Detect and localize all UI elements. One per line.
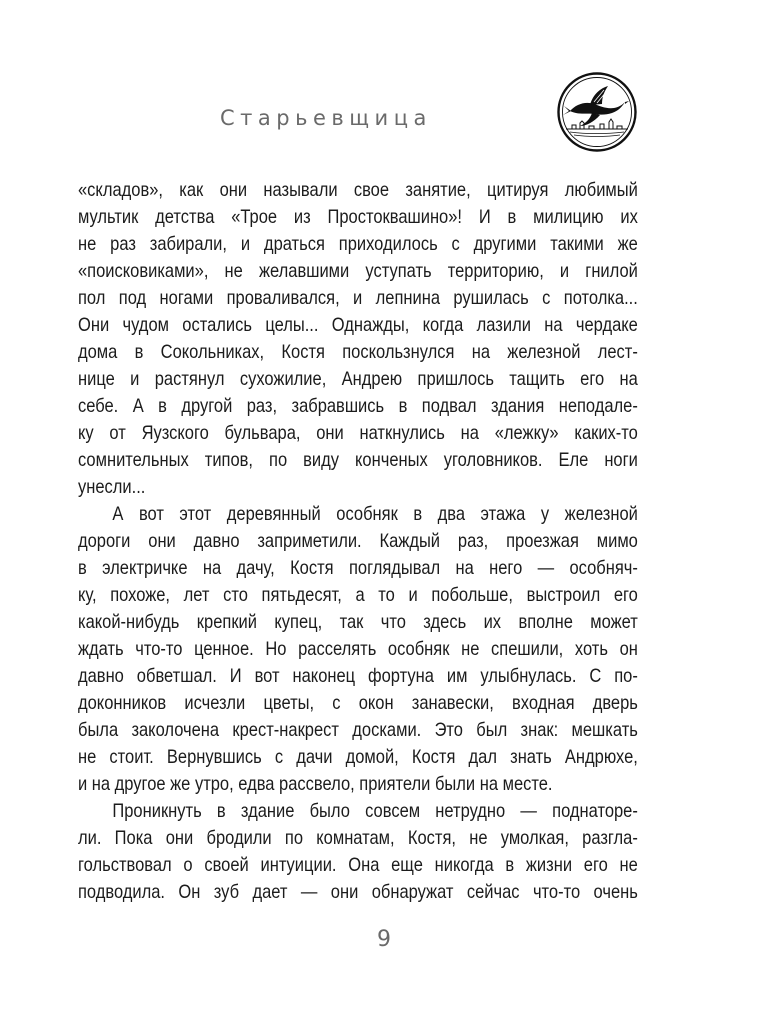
text-line: была заколочена крест-накрест досками. Это был знак: мешкать: [78, 720, 638, 741]
text-line: «поисковиками», не желавшими уступать территорию, и гнилой: [78, 261, 638, 282]
text-line: и на другое же утро, едва рассвело, приятели были на месте.: [78, 774, 553, 795]
text-line: Они чудом остались целы... Однажды, когда лазили на чердаке: [78, 315, 638, 336]
text-line: ку, похоже, лет сто пятьдесят, а то и побольше, выстроил его: [78, 585, 638, 606]
text-line: подводила. Он зуб дает — они обнаружат сейчас что-то очень: [78, 882, 638, 903]
running-title: Старьевщица: [220, 106, 432, 130]
text-line: А вот этот деревянный особняк в два этажа у железной: [112, 504, 638, 525]
text-line: дома в Сокольниках, Костя поскользнулся на железной лест-: [78, 342, 638, 363]
text-line: унесли...: [78, 477, 146, 498]
text-line: ку от Яузского бульвара, они наткнулись на «лежку» каких-то: [78, 423, 638, 444]
text-line: пол под ногами проваливался, и лепнина рушилась с потолка...: [78, 288, 638, 309]
text-line: не стоит. Вернувшись с дачи домой, Костя дал знать Андрюхе,: [78, 747, 638, 768]
text-line: доконников исчезли цветы, с окон занавески, входная дверь: [78, 693, 638, 714]
text-line: в электричке на дачу, Костя поглядывал на него — особняч-: [78, 558, 638, 579]
text-line: ждать что-то ценное. Но расселять особняк не спешили, хоть он: [78, 639, 638, 660]
text-line: сомнительных типов, по виду конченых уголовников. Еле ноги: [78, 450, 638, 471]
text-line: ли. Пока они бродили по комнатам, Костя, не умолкая, разгла-: [78, 828, 638, 849]
text-line: Проникнуть в здание было совсем нетрудно — поднаторе-: [112, 801, 638, 822]
text-line: не раз забирали, и драться приходилось с другими такими же: [78, 234, 638, 255]
body-text: [78, 177, 638, 906]
text-line: себе. А в другой раз, забравшись в подвал здания неподале-: [78, 396, 638, 417]
text-line: гольствовал о своей интуиции. Она еще никогда в жизни его не: [78, 855, 638, 876]
text-line: давно обветшал. И вот наконец фортуна им улыбнулась. С по-: [78, 666, 638, 687]
text-line: какой-нибудь крепкий купец, так что здесь их вполне может: [78, 612, 638, 633]
text-line: нице и растянул сухожилие, Андрею пришлось тащить его на: [78, 369, 638, 390]
page-number: 9: [377, 927, 391, 952]
text-line: дороги они давно заприметили. Каждый раз, проезжая мимо: [78, 531, 638, 552]
text-line: мультик детства «Трое из Простоквашино»! И в милицию их: [78, 207, 638, 228]
swallow-emblem-icon: [556, 71, 638, 153]
text-line: «складов», как они называли свое занятие, цитируя любимый: [78, 180, 638, 201]
